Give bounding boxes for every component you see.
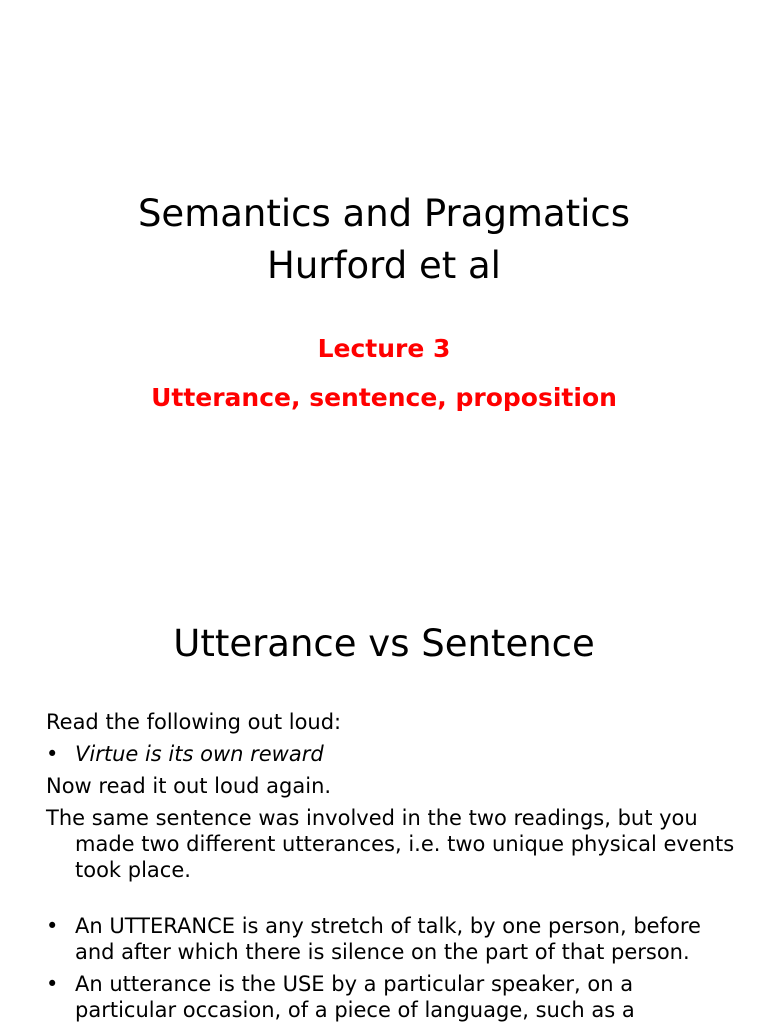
title-line-2: Hurford et al bbox=[267, 244, 501, 287]
bullet-item-example bbox=[46, 741, 736, 767]
title-line-1: Semantics and Pragmatics bbox=[137, 192, 631, 235]
slide-utterance-vs-sentence bbox=[0, 576, 768, 1024]
bullet-mark: • bbox=[46, 972, 59, 996]
bullet-item-definition-2 bbox=[46, 971, 736, 1023]
explanation-text: The same sentence was involved in the two readings, but you made two different utterances, i.e. two unique physical events took place. bbox=[46, 806, 735, 882]
example-sentence: Virtue is its own reward bbox=[75, 742, 324, 766]
definition-text-1: An UTTERANCE is any stretch of talk, by one person, before and after which there is silence on the part of that person. bbox=[75, 914, 701, 964]
bullet-mark: • bbox=[46, 914, 59, 938]
presentation-title bbox=[0, 188, 768, 292]
definition-text-2: An utterance is the USE by a particular speaker, on a particular occasion, of a piece of language, such as a bbox=[75, 972, 635, 1022]
lecture-number: Lecture 3 bbox=[317, 334, 451, 363]
lecture-topic: Utterance, sentence, proposition bbox=[151, 383, 617, 412]
instruction-again-text: Now read it out loud again. bbox=[46, 774, 332, 798]
bullet-mark: • bbox=[46, 742, 59, 766]
slide-heading: Utterance vs Sentence bbox=[173, 622, 595, 665]
instruction-text: Read the following out loud: bbox=[46, 710, 342, 734]
spacer bbox=[46, 889, 736, 913]
slide-body bbox=[46, 709, 736, 1024]
bullet-item-definition-1 bbox=[46, 913, 736, 965]
